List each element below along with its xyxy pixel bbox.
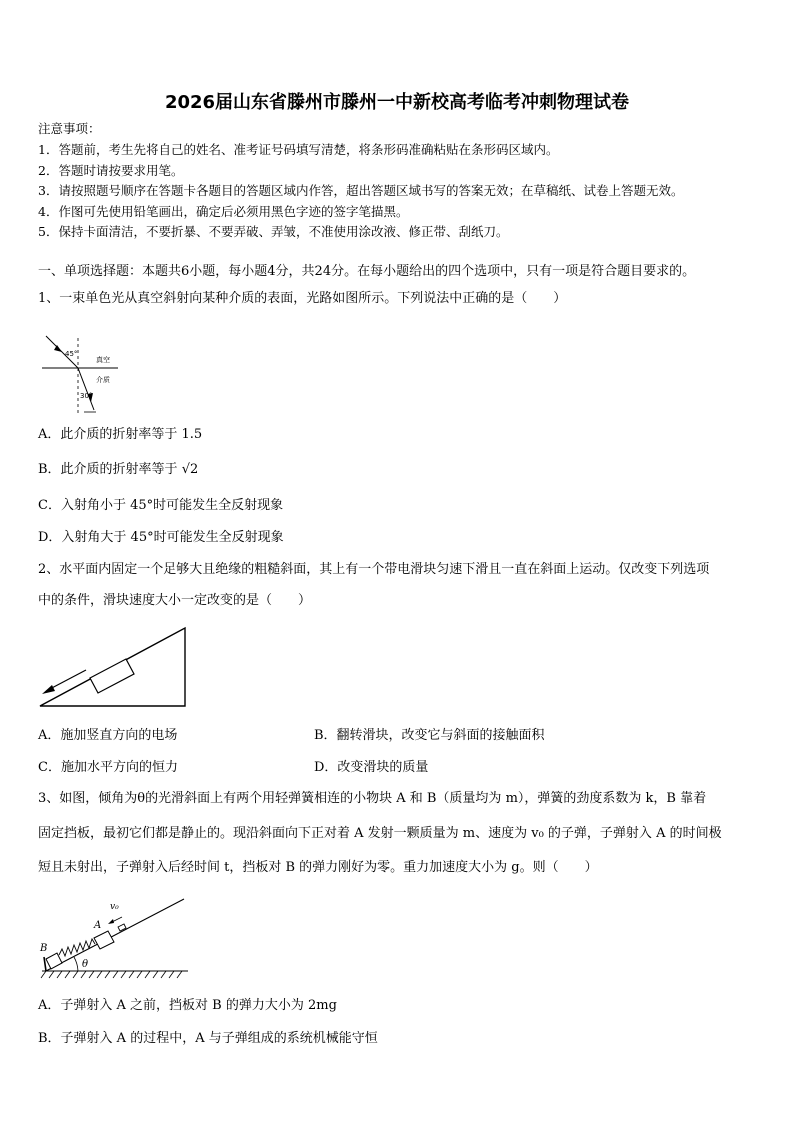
q2-incline-figure: [38, 622, 190, 712]
q3-label-a: A: [94, 920, 102, 931]
q3-label-theta: θ: [82, 959, 89, 970]
q1-refraction-figure: [38, 330, 128, 420]
q1-angle-top: 45°: [65, 350, 78, 358]
q3-stem-line-3: 短且未射出，子弹射入后经时间 t，挡板对 B 的弹力刚好为零。重力加速度大小为 g。则（ ）: [38, 860, 598, 875]
q1-stem: 1、一束单色光从真空斜射向某种介质的表面，光路如图所示。下列说法中正确的是（ ）: [38, 291, 567, 306]
notice-item-2: 2．答题时请按要求用笔。: [38, 163, 184, 178]
q2-option-b: B．翻转滑块，改变它与斜面的接触面积: [314, 728, 545, 743]
q2-option-d: D．改变滑块的质量: [314, 760, 429, 775]
q3-stem-line-1: 3、如图，倾角为θ的光滑斜面上有两个用轻弹簧相连的小物块 A 和 B（质量均为 m），弹簧的劲度系数为 k，B 靠着: [38, 791, 707, 806]
q2-stem-line-2: 中的条件，滑块速度大小一定改变的是（ ）: [38, 593, 312, 608]
notice-heading: 注意事项：: [38, 121, 101, 136]
q3-label-b: B: [40, 943, 48, 954]
q1-option-b: [38, 461, 198, 479]
q3-option-a: A．子弹射入 A 之前，挡板对 B 的弹力大小为 2mg: [38, 998, 337, 1013]
notice-item-1: 1．答题前，考生先将自己的姓名、准考证号码填写清楚，将条形码准确粘贴在条形码区域内。: [38, 142, 559, 157]
notice-item-4: 4．作图可先使用铅笔画出，确定后必须用黑色字迹的签字笔描黑。: [38, 204, 409, 219]
page-title: 2026届山东省滕州市滕州一中新校高考临考冲刺物理试卷: [164, 92, 630, 113]
q1-option-b-math: √2: [181, 462, 199, 477]
q1-label-medium: 介质: [96, 376, 110, 384]
q1-angle-bottom: 30°: [80, 392, 93, 400]
q1-option-b-text: B．此介质的折射率等于: [38, 462, 178, 477]
notice-item-5: 5．保持卡面清洁，不要折暴、不要弄破、弄皱，不准使用涂改液、修正带、刮纸刀。: [38, 224, 509, 239]
q3-option-b: B．子弹射入 A 的过程中，A 与子弹组成的系统机械能守恒: [38, 1031, 378, 1046]
notice-item-3: 3．请按照题号顺序在答题卡各题目的答题区域内作答，超出答题区域书写的答案无效；在草稿纸、试卷上答题无效。: [38, 183, 684, 198]
q1-option-c: C．入射角小于 45°时可能发生全反射现象: [38, 498, 284, 513]
q1-option-d: D．入射角大于 45°时可能发生全反射现象: [38, 530, 284, 545]
section-heading: 一、单项选择题：本题共6小题，每小题4分，共24分。在每小题给出的四个选项中，只有一项是符合题目要求的。: [38, 264, 696, 279]
q3-label-v0: v₀: [110, 902, 119, 912]
q2-option-c: C．施加水平方向的恒力: [38, 760, 178, 775]
q3-stem-line-2: 固定挡板，最初它们都是静止的。现沿斜面向下正对着 A 发射一颗质量为 m、速度为 v₀ 的子弹，子弹射入 A 的时间极: [38, 826, 722, 841]
q1-label-vacuum: 真空: [96, 356, 110, 364]
q2-stem-line-1: 2、水平面内固定一个足够大且绝缘的粗糙斜面，其上有一个带电滑块匀速下滑且一直在斜面上运动。仅改变下列选项: [38, 562, 710, 577]
q1-option-a: A．此介质的折射率等于 1.5: [38, 427, 203, 442]
q3-spring-incline-figure: [38, 893, 190, 983]
q2-option-a: A．施加竖直方向的电场: [38, 728, 178, 743]
